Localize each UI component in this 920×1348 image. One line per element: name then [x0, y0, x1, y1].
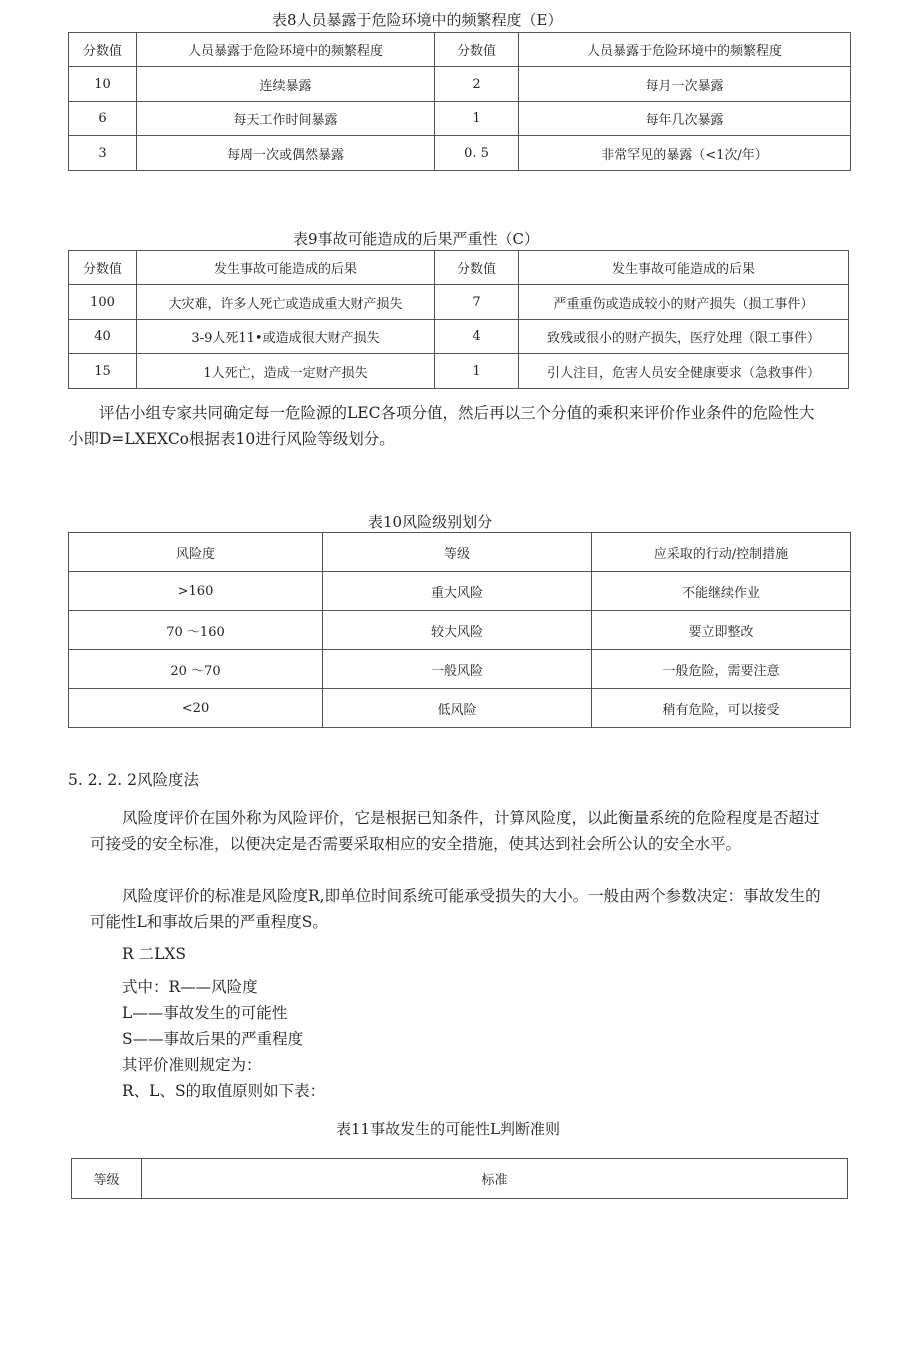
table11-caption: 表11事故发生的可能性L判断准则 — [336, 1120, 561, 1138]
table-row — [69, 354, 849, 389]
table-cell: 10 — [69, 67, 137, 102]
table-cell: 致残或很小的财产损失，医疗处理（限工事件） — [519, 320, 849, 354]
header-cell: 发生事故可能造成的后果 — [137, 251, 435, 285]
table-row — [69, 320, 849, 354]
table9 — [68, 250, 849, 389]
table-cell: 4 — [435, 320, 519, 354]
header-cell: 分数值 — [69, 251, 137, 285]
table-cell: 重大风险 — [323, 572, 592, 611]
table-row — [69, 611, 851, 650]
table-cell: 大灾难，许多人死亡或造成重大财产损失 — [137, 285, 435, 320]
table-header-row — [72, 1159, 848, 1199]
header-cell: 人员暴露于危险环境中的频繁程度 — [519, 33, 851, 67]
table-cell: 1 — [435, 102, 519, 136]
table-cell: 3 — [69, 136, 137, 171]
table10 — [68, 532, 851, 728]
definition-s: S——事故后果的严重程度 — [122, 1030, 304, 1048]
table-cell: 3-9人死11•或造成很大财产损失 — [137, 320, 435, 354]
table-cell: 70 ～160 — [69, 611, 323, 650]
header-cell: 等级 — [72, 1159, 142, 1199]
table-header-row — [69, 251, 849, 285]
definition-r: 式中：R——风险度 — [122, 978, 258, 996]
table-cell: 不能继续作业 — [592, 572, 851, 611]
header-cell: 分数值 — [435, 33, 519, 67]
table-cell: 2 — [435, 67, 519, 102]
table-cell: 1 — [435, 354, 519, 389]
table-cell: 100 — [69, 285, 137, 320]
definition-l: L——事故发生的可能性 — [122, 1004, 288, 1022]
table-cell: 1人死亡，造成一定财产损失 — [137, 354, 435, 389]
rls-intro: R、L、S的取值原则如下表： — [122, 1082, 326, 1100]
table-cell: 每月一次暴露 — [519, 67, 851, 102]
table-cell: 连续暴露 — [137, 67, 435, 102]
table-cell: 40 — [69, 320, 137, 354]
table-header-row — [69, 533, 851, 572]
table-cell: 每周一次或偶然暴露 — [137, 136, 435, 171]
table-cell: <20 — [69, 689, 323, 728]
table8 — [68, 32, 851, 171]
table-row — [69, 572, 851, 611]
table-cell: >160 — [69, 572, 323, 611]
table-cell: 引人注目，危害人员安全健康要求（急救事件） — [519, 354, 849, 389]
header-cell: 应采取的行动/控制措施 — [592, 533, 851, 572]
table-cell: 20 ～70 — [69, 650, 323, 689]
criteria-intro: 其评价准则规定为： — [122, 1056, 262, 1074]
formula: R 二LXS — [122, 945, 187, 963]
table-cell: 0. 5 — [435, 136, 519, 171]
header-cell: 发生事故可能造成的后果 — [519, 251, 849, 285]
header-cell: 标准 — [142, 1159, 848, 1199]
table-cell: 较大风险 — [323, 611, 592, 650]
table-cell: 一般危险，需要注意 — [592, 650, 851, 689]
section-heading: 5. 2. 2. 2风险度法 — [68, 771, 200, 789]
table-cell: 低风险 — [323, 689, 592, 728]
table-row — [69, 102, 851, 136]
lec-paragraph: 评估小组专家共同确定每一危险源的LEC各项分值，然后再以三个分值的乘积来评价作业条件的危险性大小即D=LXEXCo根据表10进行风险等级划分。 — [68, 404, 815, 448]
header-cell: 风险度 — [69, 533, 323, 572]
header-cell: 等级 — [323, 533, 592, 572]
table-cell: 15 — [69, 354, 137, 389]
table-cell: 稍有危险，可以接受 — [592, 689, 851, 728]
header-cell: 人员暴露于危险环境中的频繁程度 — [137, 33, 435, 67]
table-row — [69, 689, 851, 728]
table-row — [69, 136, 851, 171]
table-cell: 7 — [435, 285, 519, 320]
risk-paragraph-2: 风险度评价的标准是风险度R,即单位时间系统可能承受损失的大小。一般由两个参数决定：事故发生的可能性L和事故后果的严重程度S。 — [90, 887, 821, 931]
table-cell: 非常罕见的暴露（<1次/年） — [519, 136, 851, 171]
table9-caption: 表9事故可能造成的后果严重性（C） — [293, 230, 540, 248]
table-row — [69, 650, 851, 689]
table-cell: 一般风险 — [323, 650, 592, 689]
table-cell: 要立即整改 — [592, 611, 851, 650]
table-cell: 6 — [69, 102, 137, 136]
table-row — [69, 285, 849, 320]
header-cell: 分数值 — [435, 251, 519, 285]
table8-caption: 表8人员暴露于危险环境中的频繁程度（E） — [272, 11, 563, 29]
table-cell: 每年几次暴露 — [519, 102, 851, 136]
table-header-row — [69, 33, 851, 67]
table-cell: 每天工作时间暴露 — [137, 102, 435, 136]
table-row — [69, 67, 851, 102]
table-cell: 严重重伤或造成较小的财产损失（损工事件） — [519, 285, 849, 320]
header-cell: 分数值 — [69, 33, 137, 67]
table10-caption: 表10风险级别划分 — [368, 513, 493, 531]
table11 — [71, 1158, 848, 1199]
risk-paragraph-1: 风险度评价在国外称为风险评价，它是根据已知条件，计算风险度，以此衡量系统的危险程度是否超过可接受的安全标准，以便决定是否需要采取相应的安全措施，使其达到社会所公认的安全水平。 — [90, 809, 820, 853]
